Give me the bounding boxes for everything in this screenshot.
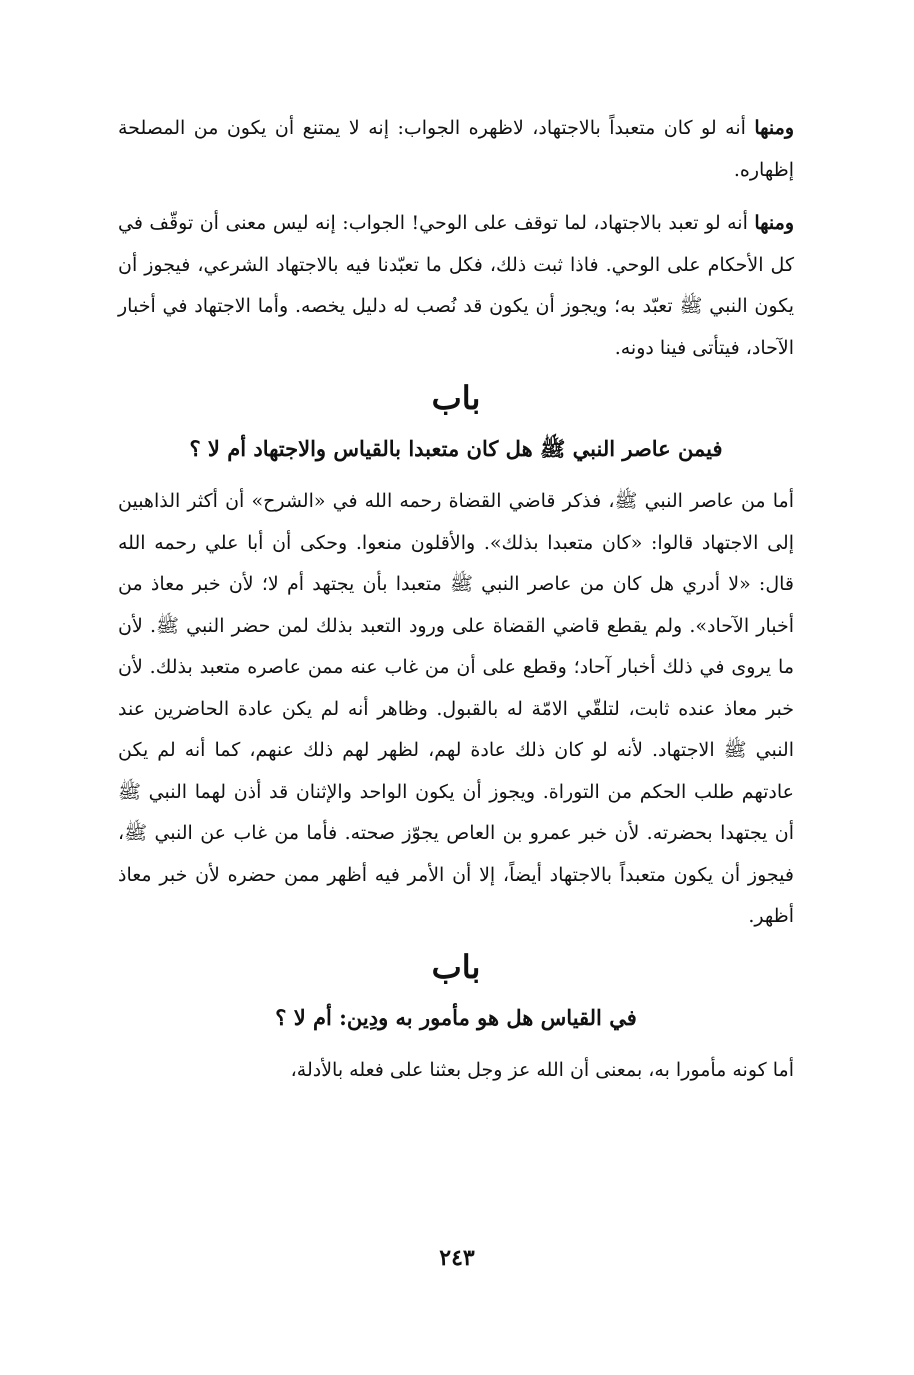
- paragraph-4: أما كونه مأمورا به، بمعنى أن الله عز وجل بعثنا على فعله بالأدلة،: [290, 1058, 794, 1081]
- paragraph-2-lead: ومنها: [754, 212, 794, 234]
- paragraph-gap: [118, 191, 794, 203]
- page-number: ٢٤٣: [439, 1245, 475, 1271]
- section-2-heading: باب: [431, 947, 481, 986]
- page-body: [118, 108, 794, 1091]
- paragraph-1: [118, 108, 794, 191]
- section-1-heading: باب: [431, 379, 481, 417]
- paragraph-1-lead: ومنها: [754, 117, 794, 139]
- paragraph-2: [118, 203, 794, 369]
- paragraph-2-text: أنه لو تعبد بالاجتهاد، لما توقف على الوحي! الجواب: إنه ليس معنى أن توقّف في كل الأحكام على الوحي. فاذا ثبت ذلك، فكل ما تعبّدنا فيه بالاجتهاد الشرعي، فيجوز أن يكون النبي ﷺ تعبّد به؛ ويجوز أن يكون قد نُصب له دليل يخصه. وأما الاجتهاد في أخبار الآحاد، فيتأتى فينا دونه.: [118, 212, 794, 359]
- section-2-title: في القياس هل هو مأمور به ودِين: أم لا ؟: [275, 1004, 637, 1030]
- paragraph-1-text: أنه لو كان متعبداً بالاجتهاد، لاظهره الجواب: إنه لا يمتنع أن يكون من المصلحة إظهاره.: [118, 117, 794, 181]
- paragraph-3: أما من عاصر النبي ﷺ، فذكر قاضي القضاة رحمه الله في «الشرح» أن أكثر الذاهبين إلى الاجتهاد قالوا: «كان متعبدا بذلك». والأقلون منعوا. وحكى أن أبا علي رحمه الله قال: «لا أدري هل كان من عاصر النبي ﷺ متعبدا بأن يجتهد أم لا؛ لأن خبر معاذ من أخبار الآحاد». ولم يقطع قاضي القضاة على ورود التعبد بذلك لمن حضر النبي ﷺ. لأن ما يروى في ذلك أخبار آحاد؛ وقطع على أن من غاب عنه ممن عاصره متعبد بذلك. لأن خبر معاذ عنده ثابت، لتلقّي الامّة له بالقبول. وظاهر أنه لم يكن عادة الحاضرين عند النبي ﷺ الاجتهاد. لأنه لو كان ذلك عادة لهم، لظهر لهم ذلك عنهم، كما أنه لم يكن عادتهم طلب الحكم من التوراة. ويجوز أن يكون الواحد والإثنان قد أذن لهما النبي ﷺ أن يجتهدا بحضرته. لأن خبر عمرو بن العاص يجوّز صحته. فأما من غاب عن النبي ﷺ، فيجوز أن يكون متعبداً بالاجتهاد أيضاً، إلا أن الأمر فيه أظهر ممن حضره لأن خبر معاذ أظهر.: [118, 490, 794, 927]
- section-1-title: فيمن عاصر النبي ﷺ هل كان متعبدا بالقياس والاجتهاد أم لا ؟: [189, 436, 723, 461]
